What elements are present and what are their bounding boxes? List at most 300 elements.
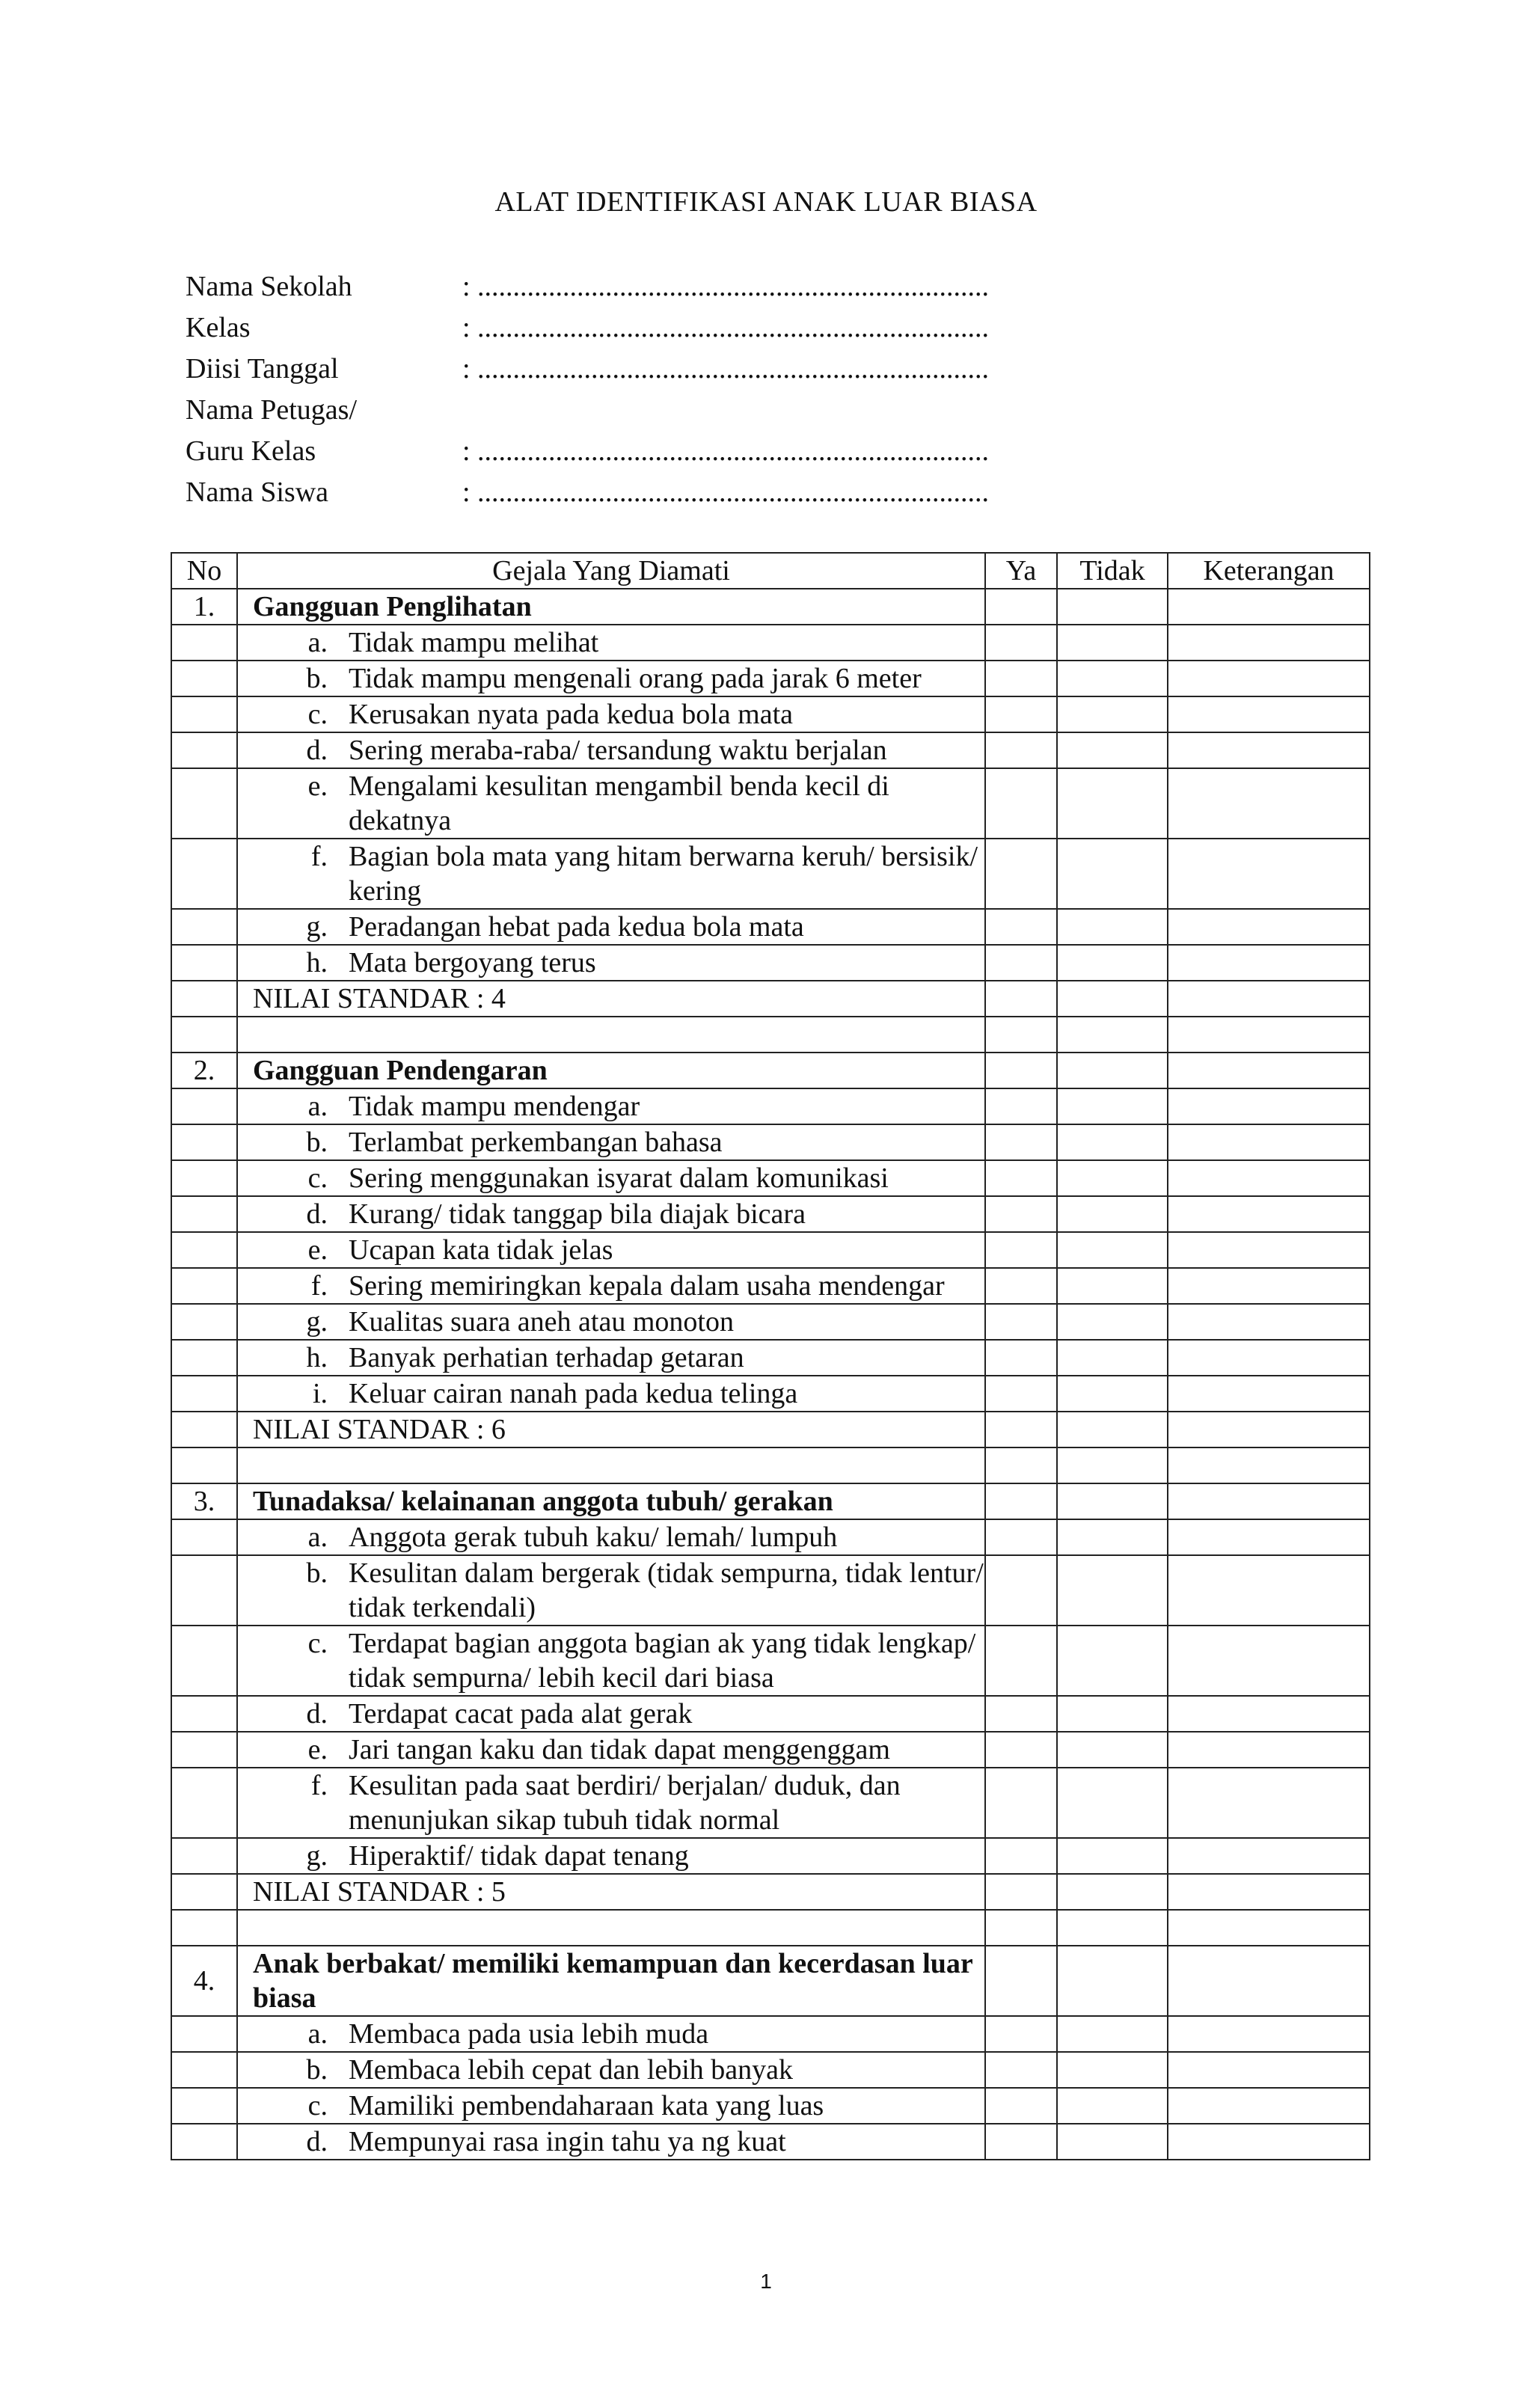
symptom-item [238, 2053, 984, 2087]
cell-number [171, 2016, 237, 2052]
table-row [171, 1376, 1370, 1412]
table-row [171, 1268, 1370, 1304]
cell-no-answer [1057, 1232, 1168, 1268]
symptom-item [238, 946, 984, 980]
cell-symptom [237, 1376, 985, 1412]
cell-number [171, 696, 237, 732]
item-letter: h. [306, 947, 328, 978]
cell-yes [985, 1874, 1057, 1910]
cell-symptom [237, 696, 985, 732]
cell-no-answer [1057, 1053, 1168, 1088]
cell-notes [1168, 1376, 1370, 1412]
section-number: 2. [171, 1053, 237, 1088]
cell-yes [985, 1447, 1057, 1483]
cell-symptom [237, 1910, 985, 1946]
cell-notes [1168, 2052, 1370, 2088]
cell-symptom [237, 768, 985, 839]
header-notes: Keterangan [1168, 553, 1370, 589]
item-text: Jari tangan kaku dan tidak dapat menggenggam [349, 1734, 890, 1765]
item-text: Membaca lebih cepat dan lebih banyak [349, 2054, 794, 2086]
cell-symptom [237, 1160, 985, 1196]
item-letter: c. [307, 1162, 328, 1194]
table-body [171, 589, 1370, 2160]
cell-number [171, 2088, 237, 2124]
symptom-item [238, 1197, 984, 1231]
section-row [171, 1483, 1370, 1519]
cell-notes [1168, 1910, 1370, 1946]
cell-symptom [237, 1088, 985, 1124]
symptom-item [238, 1839, 984, 1873]
cell-yes [985, 1483, 1057, 1519]
table-row [171, 1838, 1370, 1874]
cell-yes [985, 839, 1057, 909]
symptom-item [238, 839, 984, 908]
cell-no-answer [1057, 2124, 1168, 2160]
cell-yes [985, 1017, 1057, 1053]
cell-notes [1168, 1483, 1370, 1519]
header-no-answer: Tidak [1057, 553, 1168, 589]
item-letter: f. [310, 1770, 328, 1801]
blank-row [171, 1447, 1370, 1483]
item-text: Sering menggunakan isyarat dalam komunikasi [349, 1162, 889, 1194]
cell-yes [985, 945, 1057, 981]
cell-no-answer [1057, 1626, 1168, 1696]
item-letter: e. [307, 1234, 328, 1266]
cell-yes [985, 2088, 1057, 2124]
cell-symptom [237, 945, 985, 981]
cell-no-answer [1057, 1268, 1168, 1304]
table-row [171, 1304, 1370, 1340]
section-row [171, 1946, 1370, 2016]
info-label: Nama Siswa [186, 477, 329, 508]
standard-value: NILAI STANDAR : 5 [237, 1874, 985, 1910]
cell-notes [1168, 1946, 1370, 2016]
cell-symptom [237, 2088, 985, 2124]
symptom-item [238, 2017, 984, 2051]
cell-yes [985, 2052, 1057, 2088]
cell-number [171, 1910, 237, 1946]
cell-no-answer [1057, 981, 1168, 1017]
item-text: Kesulitan pada saat berdiri/ berjalan/ duduk, dan menunjukan sikap tubuh tidak normal [349, 1770, 901, 1836]
table-row [171, 625, 1370, 661]
section-title: Gangguan Penglihatan [237, 589, 985, 625]
cell-no-answer [1057, 1874, 1168, 1910]
cell-yes [985, 1088, 1057, 1124]
item-letter: b. [306, 1557, 328, 1589]
cell-number [171, 981, 237, 1017]
section-number: 1. [171, 589, 237, 625]
cell-yes [985, 909, 1057, 945]
cell-no-answer [1057, 625, 1168, 661]
cell-no-answer [1057, 1555, 1168, 1626]
standard-row [171, 981, 1370, 1017]
cell-no-answer [1057, 768, 1168, 839]
cell-yes [985, 1768, 1057, 1838]
cell-notes [1168, 1124, 1370, 1160]
cell-notes [1168, 696, 1370, 732]
cell-number [171, 945, 237, 981]
item-text: Sering meraba-raba/ tersandung waktu berjalan [349, 735, 887, 766]
cell-symptom [237, 625, 985, 661]
item-text: Anggota gerak tubuh kaku/ lemah/ lumpuh [349, 1522, 838, 1553]
item-letter: c. [307, 2090, 328, 2121]
cell-yes [985, 1376, 1057, 1412]
symptom-item [238, 1233, 984, 1267]
cell-number [171, 768, 237, 839]
cell-notes [1168, 1626, 1370, 1696]
table-row [171, 1555, 1370, 1626]
cell-yes [985, 1519, 1057, 1555]
table-row [171, 2088, 1370, 2124]
table-row [171, 1088, 1370, 1124]
cell-yes [985, 1555, 1057, 1626]
symptom-item [238, 769, 984, 838]
item-text: Banyak perhatian terhadap getaran [349, 1342, 744, 1373]
cell-no-answer [1057, 1376, 1168, 1412]
cell-notes [1168, 768, 1370, 839]
cell-number [171, 2052, 237, 2088]
info-label: Nama Petugas/ [186, 394, 358, 426]
cell-symptom [237, 1017, 985, 1053]
item-letter: g. [306, 1306, 328, 1338]
cell-number [171, 1768, 237, 1838]
item-letter: g. [306, 911, 328, 943]
cell-yes [985, 1124, 1057, 1160]
cell-symptom [237, 1732, 985, 1768]
cell-no-answer [1057, 661, 1168, 696]
cell-notes [1168, 589, 1370, 625]
cell-symptom [237, 1232, 985, 1268]
symptom-item [238, 1161, 984, 1195]
cell-number [171, 1232, 237, 1268]
cell-number [171, 1412, 237, 1447]
cell-yes [985, 1910, 1057, 1946]
standard-value: NILAI STANDAR : 6 [237, 1412, 985, 1447]
cell-yes [985, 2016, 1057, 2052]
info-value: : ........................................................................ [462, 312, 990, 343]
section-row [171, 589, 1370, 625]
item-text: Bagian bola mata yang hitam berwarna keruh/ bersisik/ kering [349, 841, 978, 907]
table-row [171, 1626, 1370, 1696]
cell-symptom [237, 1304, 985, 1340]
cell-notes [1168, 1196, 1370, 1232]
symptom-item [238, 1341, 984, 1375]
cell-symptom [237, 732, 985, 768]
item-letter: g. [306, 1840, 328, 1872]
cell-notes [1168, 945, 1370, 981]
item-letter: b. [306, 2054, 328, 2086]
item-letter: e. [307, 1734, 328, 1765]
cell-number [171, 1196, 237, 1232]
cell-yes [985, 1196, 1057, 1232]
info-value: : ........................................................................ [462, 353, 990, 385]
cell-notes [1168, 1412, 1370, 1447]
item-text: Tidak mampu mengenali orang pada jarak 6 meter [349, 663, 922, 694]
table-row [171, 2016, 1370, 2052]
cell-no-answer [1057, 1768, 1168, 1838]
symptom-item [238, 1733, 984, 1767]
table-row [171, 1519, 1370, 1555]
cell-yes [985, 1626, 1057, 1696]
cell-number [171, 1017, 237, 1053]
cell-symptom [237, 1626, 985, 1696]
symptom-item [238, 1626, 984, 1695]
item-letter: d. [306, 2126, 328, 2157]
blank-row [171, 1910, 1370, 1946]
symptom-item [238, 1768, 984, 1837]
item-letter: c. [307, 699, 328, 730]
item-letter: e. [307, 771, 328, 802]
info-label: Kelas [186, 312, 251, 343]
table-row [171, 2124, 1370, 2160]
cell-notes [1168, 909, 1370, 945]
item-text: Kurang/ tidak tanggap bila diajak bicara [349, 1198, 806, 1230]
info-value: : ........................................................................ [462, 435, 990, 467]
cell-symptom [237, 1696, 985, 1732]
cell-number [171, 1160, 237, 1196]
cell-no-answer [1057, 839, 1168, 909]
cell-yes [985, 1304, 1057, 1340]
item-text: Ucapan kata tidak jelas [349, 1234, 613, 1266]
cell-yes [985, 1732, 1057, 1768]
table-row [171, 696, 1370, 732]
item-text: Kerusakan nyata pada kedua bola mata [349, 699, 794, 730]
table-row [171, 1696, 1370, 1732]
symptom-item [238, 2124, 984, 2159]
item-text: Kualitas suara aneh atau monoton [349, 1306, 734, 1338]
header-no: No [171, 553, 237, 589]
table-row [171, 1160, 1370, 1196]
cell-no-answer [1057, 2052, 1168, 2088]
cell-no-answer [1057, 1088, 1168, 1124]
table-row [171, 909, 1370, 945]
symptom-item [238, 1089, 984, 1124]
cell-symptom [237, 1768, 985, 1838]
cell-notes [1168, 1053, 1370, 1088]
cell-symptom [237, 1519, 985, 1555]
item-letter: d. [306, 1698, 328, 1730]
item-text: Sering memiringkan kepala dalam usaha mendengar [349, 1270, 945, 1302]
item-text: Peradangan hebat pada kedua bola mata [349, 911, 804, 943]
item-text: Hiperaktif/ tidak dapat tenang [349, 1840, 689, 1872]
cell-number [171, 732, 237, 768]
cell-symptom [237, 1124, 985, 1160]
cell-no-answer [1057, 1838, 1168, 1874]
cell-symptom [237, 1555, 985, 1626]
cell-symptom [237, 1196, 985, 1232]
item-text: Tidak mampu mendengar [349, 1091, 640, 1122]
cell-no-answer [1057, 696, 1168, 732]
symptom-item [238, 1305, 984, 1339]
cell-no-answer [1057, 732, 1168, 768]
cell-no-answer [1057, 1160, 1168, 1196]
table-row [171, 2052, 1370, 2088]
symptom-item [238, 697, 984, 732]
cell-no-answer [1057, 909, 1168, 945]
table-row [171, 1196, 1370, 1232]
cell-yes [985, 2124, 1057, 2160]
cell-notes [1168, 1088, 1370, 1124]
cell-notes [1168, 1555, 1370, 1626]
cell-notes [1168, 2088, 1370, 2124]
table-row [171, 1340, 1370, 1376]
info-label: Nama Sekolah [186, 271, 352, 302]
cell-no-answer [1057, 1340, 1168, 1376]
cell-no-answer [1057, 1124, 1168, 1160]
cell-notes [1168, 1447, 1370, 1483]
table-row [171, 1232, 1370, 1268]
section-title: Gangguan Pendengaran [237, 1053, 985, 1088]
symptom-item [238, 1376, 984, 1411]
cell-notes [1168, 1768, 1370, 1838]
item-letter: b. [306, 663, 328, 694]
cell-number [171, 625, 237, 661]
cell-notes [1168, 1304, 1370, 1340]
info-label: Diisi Tanggal [186, 353, 339, 385]
cell-notes [1168, 1696, 1370, 1732]
cell-symptom [237, 2016, 985, 2052]
table-row [171, 661, 1370, 696]
cell-notes [1168, 1340, 1370, 1376]
cell-no-answer [1057, 1447, 1168, 1483]
section-number: 3. [171, 1483, 237, 1519]
cell-no-answer [1057, 1732, 1168, 1768]
cell-symptom [237, 909, 985, 945]
cell-notes [1168, 625, 1370, 661]
item-text: Mempunyai rasa ingin tahu ya ng kuat [349, 2126, 786, 2157]
item-letter: i. [312, 1378, 328, 1409]
cell-no-answer [1057, 1519, 1168, 1555]
cell-no-answer [1057, 1910, 1168, 1946]
item-letter: d. [306, 735, 328, 766]
cell-number [171, 1838, 237, 1874]
item-text: Terdapat bagian anggota bagian ak yang tidak lengkap/ tidak sempurna/ lebih kecil dari biasa [349, 1628, 976, 1694]
cell-number [171, 1447, 237, 1483]
item-text: Mengalami kesulitan mengambil benda kecil di dekatnya [349, 771, 889, 836]
cell-no-answer [1057, 1696, 1168, 1732]
cell-number [171, 1340, 237, 1376]
cell-symptom [237, 661, 985, 696]
cell-yes [985, 1053, 1057, 1088]
cell-no-answer [1057, 1412, 1168, 1447]
cell-number [171, 1088, 237, 1124]
info-value: : ........................................................................ [462, 271, 990, 302]
item-text: Keluar cairan nanah pada kedua telinga [349, 1378, 798, 1409]
cell-number [171, 2124, 237, 2160]
cell-number [171, 1376, 237, 1412]
cell-symptom [237, 2052, 985, 2088]
item-text: Terdapat cacat pada alat gerak [349, 1698, 693, 1730]
item-letter: a. [307, 1522, 328, 1553]
cell-number [171, 1555, 237, 1626]
table-row [171, 945, 1370, 981]
cell-notes [1168, 1232, 1370, 1268]
header-symptom: Gejala Yang Diamati [237, 553, 985, 589]
cell-yes [985, 696, 1057, 732]
item-letter: a. [307, 627, 328, 658]
item-letter: f. [310, 1270, 328, 1302]
cell-yes [985, 625, 1057, 661]
cell-no-answer [1057, 1017, 1168, 1053]
item-letter: h. [306, 1342, 328, 1373]
symptom-item [238, 1520, 984, 1554]
cell-number [171, 1304, 237, 1340]
page-number: 1 [760, 2270, 772, 2293]
cell-yes [985, 1268, 1057, 1304]
page-title: ALAT IDENTIFIKASI ANAK LUAR BIASA [494, 186, 1038, 218]
standard-value: NILAI STANDAR : 4 [237, 981, 985, 1017]
item-text: Kesulitan dalam bergerak (tidak sempurna, tidak lentur/ tidak terkendali) [349, 1557, 984, 1623]
cell-notes [1168, 1160, 1370, 1196]
cell-yes [985, 661, 1057, 696]
item-letter: a. [307, 2018, 328, 2050]
section-number: 4. [171, 1946, 237, 2016]
cell-notes [1168, 981, 1370, 1017]
symptom-item [238, 625, 984, 660]
symptom-item [238, 910, 984, 944]
cell-notes [1168, 1017, 1370, 1053]
cell-yes [985, 1838, 1057, 1874]
blank-row [171, 1017, 1370, 1053]
symptom-item [238, 733, 984, 768]
section-title: Tunadaksa/ kelainanan anggota tubuh/ gerakan [237, 1483, 985, 1519]
cell-number [171, 839, 237, 909]
cell-no-answer [1057, 2016, 1168, 2052]
symptom-item [238, 1697, 984, 1731]
cell-no-answer [1057, 2088, 1168, 2124]
cell-no-answer [1057, 945, 1168, 981]
cell-yes [985, 589, 1057, 625]
item-text: Mata bergoyang terus [349, 947, 596, 978]
cell-yes [985, 1160, 1057, 1196]
item-text: Membaca pada usia lebih muda [349, 2018, 709, 2050]
table-row [171, 1768, 1370, 1838]
table-row [171, 1732, 1370, 1768]
table-row [171, 768, 1370, 839]
item-text: Mamiliki pembendaharaan kata yang luas [349, 2090, 824, 2121]
cell-yes [985, 1340, 1057, 1376]
table-row [171, 839, 1370, 909]
cell-number [171, 1268, 237, 1304]
cell-symptom [237, 1340, 985, 1376]
cell-number [171, 1696, 237, 1732]
cell-yes [985, 1696, 1057, 1732]
info-value: : ........................................................................ [462, 477, 990, 508]
standard-row [171, 1874, 1370, 1910]
cell-number [171, 1626, 237, 1696]
table-row [171, 732, 1370, 768]
cell-number [171, 1874, 237, 1910]
item-letter: b. [306, 1127, 328, 1158]
cell-no-answer [1057, 1196, 1168, 1232]
cell-no-answer [1057, 1304, 1168, 1340]
cell-symptom [237, 1447, 985, 1483]
symptom-item [238, 1269, 984, 1303]
table-row [171, 1124, 1370, 1160]
identification-table [171, 552, 1370, 2160]
cell-yes [985, 732, 1057, 768]
cell-notes [1168, 2124, 1370, 2160]
table-header-row [171, 553, 1370, 589]
item-letter: d. [306, 1198, 328, 1230]
cell-yes [985, 1232, 1057, 1268]
section-title: Anak berbakat/ memiliki kemampuan dan kecerdasan luar biasa [237, 1946, 985, 2016]
cell-notes [1168, 2016, 1370, 2052]
cell-symptom [237, 1268, 985, 1304]
item-text: Tidak mampu melihat [349, 627, 599, 658]
cell-no-answer [1057, 589, 1168, 625]
cell-number [171, 1732, 237, 1768]
